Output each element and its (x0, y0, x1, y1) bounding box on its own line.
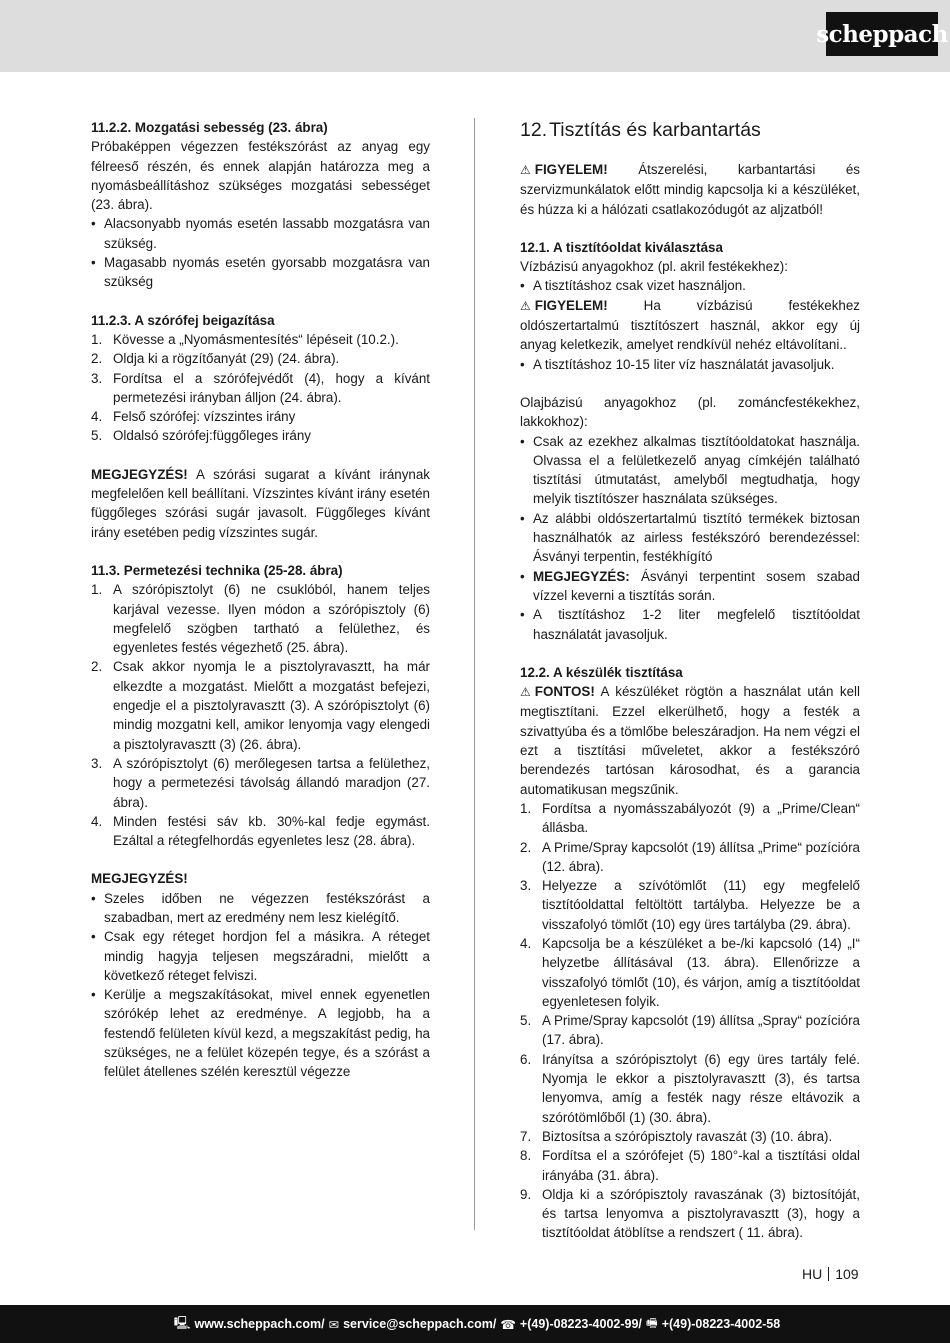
chapter-title: 12. Tisztítás és karbantartás (520, 119, 761, 141)
list-item: • A tisztításhoz 1-2 liter megfelelő tisztítóoldat használatát javasoljuk. (520, 607, 860, 642)
section-heading: 12.2. A készülék tisztítása (520, 664, 683, 680)
section-11-2-2 (91, 118, 430, 292)
list-item: 8. Fordítsa el a szórófejet (5) 180°-kal a tisztítási oldal irányába (31. ábra). (520, 1148, 860, 1183)
section-heading: 12.1. A tisztítóoldat kiválasztása (520, 239, 723, 255)
important-note: ⚠ FONTOS! A készüléket rögtön a használat után kell megtisztítani. Ezzel elkerülhető, hogy a festék a szivattyúba és a tömlőbe beleszáradjon. Ha nem végzi el ezt a tisztítási műveletet, akkor a festékszóró berendezés tartósan károsodhat, és a garancia automatikusan megszűnik. (520, 684, 860, 797)
numbered-list (91, 330, 430, 446)
section-heading: 11.2.3. A szórófej beigazítása (91, 312, 275, 328)
list-item: • Csak az ezekhez alkalmas tisztítóoldatokat használja. Olvassa el a felületkezelő anyag címkéjén található tisztítási útmutatást, amelyből megtudhatja, hogy melyik tisztítószer használata szükséges. (520, 433, 860, 507)
bullet-marker: • (91, 255, 96, 271)
section-11-3 (91, 561, 430, 850)
list-item: 5. Oldalsó szórófej:függőleges irány (91, 428, 311, 444)
list-item: • Magasabb nyomás esetén gyorsabb mozgatásra van szükség (91, 255, 430, 290)
section-heading: 11.2.2. Mozgatási sebesség (23. ábra) (91, 120, 328, 135)
list-item: 4. Felső szórófej: vízszintes irány (91, 409, 296, 425)
website-link[interactable]: www.scheppach.com (194, 1317, 322, 1331)
list-item: 1. Kövesse a „Nyomásmentesítés“ lépéseit (10.2.). (91, 331, 399, 347)
email-icon: ✉ (328, 1317, 340, 1332)
bullet-list (91, 214, 430, 291)
note-label: MEGJEGYZÉS! (91, 871, 188, 887)
list-item: 2. A Prime/Spray kapcsolót (19) állítsa „Prime“ pozícióra (12. ábra). (520, 839, 860, 874)
list-item: • A tisztításhoz 10-15 liter víz használatát javasoljuk. (520, 356, 835, 372)
note-label: MEGJEGYZÉS! (91, 466, 188, 482)
section-12-2 (520, 663, 860, 1243)
page-number-separator (828, 1267, 829, 1281)
numbered-list (91, 580, 430, 850)
list-item: • Az alábbi oldószertartalmú tisztító termékek biztosan használhatók az airless festékszóró berendezéssel: Ásványi terpentin, festékhígító (520, 510, 860, 565)
note-technique (91, 869, 430, 1081)
list-item: 4. Kapcsolja be a készüléket a be-/ki kapcsoló (14) „I“ helyzetbe állításával (13. ábra). Ellenőrizze a visszafolyó tömlőt (10), és várjon, amíg a tisztítóoldat egyenletesen folyik. (520, 935, 860, 1009)
bullet-list (520, 432, 860, 644)
bullet-marker: • (91, 216, 96, 232)
bullet-list (91, 889, 430, 1082)
section-heading: 11.3. Permetezési technika (25-28. ábra) (91, 562, 343, 578)
scheppach-logo: scheppach (826, 12, 938, 56)
fax-icon: 🖷 (645, 1315, 658, 1330)
header-band (0, 0, 950, 72)
list-item: 3. Fordítsa el a szórófejvédőt (4), hogy a kívánt permetezési irányban álljon (24. ábra). (91, 370, 430, 405)
right-column (520, 118, 860, 1243)
oil-based-block (520, 393, 860, 644)
list-item: 2. Oldja ki a rögzítőanyát (29) (24. ábra). (91, 351, 340, 367)
column-divider (474, 118, 475, 1230)
list-item: 1. A szórópisztolyt (6) ne csuklóból, hanem teljes karjával vezesse. Ilyen módon a szórópisztoly (6) megfelelő szögben tartható a felülethez, és egyenletes festés végezhető (25. ábra). (91, 582, 430, 656)
page-number (802, 1265, 859, 1283)
note-spray-direction (91, 465, 430, 542)
page-number-value: 109 (835, 1266, 859, 1282)
left-column (91, 118, 430, 1082)
warning-icon: ⚠ (520, 298, 531, 313)
bullet-marker: • (91, 929, 96, 945)
list-item: 4. Minden festési sáv kb. 30%-kal fedje egymást. Ezáltal a rétegfelhordás egyenletes lesz (28. ábra). (91, 813, 430, 849)
computer-icon: 🖳 (173, 1315, 191, 1330)
phone-number: +(49)-08223-4002-99 (519, 1317, 639, 1331)
bullet-list (520, 276, 860, 295)
email-link[interactable]: service@scheppach.com (343, 1317, 493, 1331)
list-item: 9. Oldja ki a szórópisztoly ravaszának (3) biztosítóját, és tartsa lenyomva a pisztolyravasztt (3), hogy a tisztítóoldat átöblítse a rendszert ( 11. ábra). (520, 1186, 860, 1241)
numbered-list (520, 799, 860, 1243)
list-item: 6. Irányítsa a szórópisztolyt (6) egy üres tartály felé. Nyomja le ekkor a pisztolyravasztt (3), és tartsa lenyomva, amíg a festék nagy része eltávozik a szórótömlőből (1) (30. ábra). (520, 1051, 860, 1125)
list-item: • Csak egy réteget hordjon fel a másikra. A réteget mindig hagyja teljesen megszáradni, mielőtt a következő réteget felviszi. (91, 929, 430, 983)
list-item: 2. Csak akkor nyomja le a pisztolyravasztt, ha már elkezdte a mozgatást. Mielőtt a mozgatást befejezi, engedje el a pisztolyravasztt (3). A szórópisztolyt (6) mindig mozgatni kell, amikor lenyomja vagy elengedi a pisztolyravasztt (3) (26. ábra). (91, 659, 430, 752)
bullet-list (520, 355, 860, 374)
section-11-2-3 (91, 311, 430, 446)
paragraph: Olajbázisú anyagokhoz (pl. zománcfestékekhez, lakkokhoz): (520, 394, 860, 430)
warning-solvent: ⚠ FIGYELEM! Ha vízbázisú festékekhez oldószertartalmú tisztítószert használ, akkor egy új anyag keletkezik, amelyet rendkívül nehéz eltávolítani.. (520, 297, 860, 353)
list-item: • MEGJEGYZÉS: Ásványi terpentint sosem szabad vízzel keverni a tisztítás során. (520, 568, 860, 603)
list-item: 3. Helyezze a szívótömlőt (11) egy megfelelő tisztítóoldattal feltöltött tartályba. Helyezze be a visszafolyó tömlőt (10) egy üres tartályba (29. ábra). (520, 878, 860, 932)
list-item: • Alacsonyabb nyomás esetén lassabb mozgatásra van szükség. (91, 216, 430, 251)
paragraph: Próbaképpen végezzen festékszórást az anyag egy félreeső részén, és ennek alapján határozza meg a nyomásbeállításhoz szükséges mozgatási sebességet (23. ábra). (91, 139, 430, 213)
footer-contact-bar: 🖳 www.scheppach.com / ✉ service@scheppach.com / ☎ +(49)-08223-4002-99 / 🖷 +(49)-08223-4002-58 (0, 1305, 950, 1343)
section-12-1 (520, 238, 860, 374)
warning-icon: ⚠ (520, 163, 531, 177)
paragraph: Vízbázisú anyagokhoz (pl. akril festékekhez): (520, 259, 788, 275)
note-text: A szórási sugarat a kívánt iránynak megfelelően kell beállítani. Vízszintes kívánt irány esetén függőleges szórási sugár javasolt. Függőleges kívánt irány esetében pedig vízszintes sugár. (91, 466, 430, 540)
list-item: 7. Biztosítsa a szórópisztoly ravaszát (3) (10. ábra). (520, 1128, 833, 1144)
list-item: • Kerülje a megszakításokat, mivel ennek egyenetlen szórókép lehet az eredménye. A legjobb, ha a festendő felületen kívül kezd, a megszakítást pedig, ha szükséges, ne a felület közepén tegye, és a szórást a felület átellenes szélén keresztül végezze (91, 987, 430, 1080)
list-item: • Szeles időben ne végezzen festékszórást a szabadban, mert az eredmény nem lesz kielégítő. (91, 890, 430, 925)
phone-icon: ☎ (500, 1317, 516, 1332)
bullet-marker: • (91, 987, 96, 1003)
list-item: 1. Fordítsa a nyomásszabályozót (9) a „Prime/Clean“ állásba. (520, 800, 860, 836)
list-item: 5. A Prime/Spray kapcsolót (19) állítsa „Spray“ pozícióra (17. ábra). (520, 1013, 860, 1048)
language-code: HU (802, 1266, 823, 1282)
fax-number: +(49)-08223-4002-58 (661, 1317, 781, 1331)
list-item: 3. A szórópisztolyt (6) merőlegesen tartsa a felülethez, hogy a permetezési távolság állandó maradjon (27. ábra). (91, 755, 430, 810)
list-item: • A tisztításhoz csak vizet használjon. (520, 278, 746, 294)
bullet-marker: • (91, 890, 96, 906)
warning-maintenance: ⚠ FIGYELEM! Átszerelési, karbantartási és szervizmunkálatok előtt mindig kapcsolja ki a készüléket, és húzza ki a hálózati csatlakozódugót az aljzatból! (520, 162, 860, 217)
warning-icon: ⚠ (520, 685, 531, 700)
